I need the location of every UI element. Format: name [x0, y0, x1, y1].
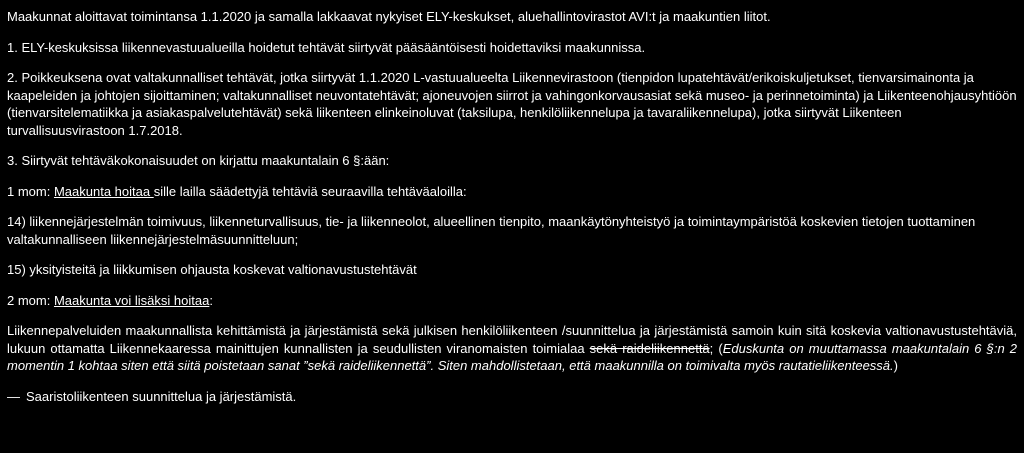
- list-item-3: 3. Siirtyvät tehtäväkokonaisuudet on kirjattu maakuntalain 6 §:ään:: [7, 153, 390, 168]
- mom2-colon: :: [209, 292, 213, 308]
- mom1-underlined: Maakunta hoitaa: [53, 183, 154, 199]
- mom1-rest: sille lailla säädettyjä tehtäviä seuraavilla tehtäväaloilla:: [153, 183, 467, 199]
- mom2-paragraph: [7, 292, 1017, 310]
- lisaksi-paragraph: [7, 322, 1017, 375]
- document: [7, 8, 1017, 405]
- mom1-paragraph: [7, 183, 1017, 201]
- list-item-2: 2. Poikkeuksena ovat valtakunnalliset tehtävät, jotka siirtyvät 1.1.2020 L-vastuualueelta Liikennevirastoon (tienpidon lupatehtävät/erikoiskuljetukset, tienvarsimainonta ja kaapeleiden ja johtojen sijoittaminen; valtakunnalliset neuvontatehtävät; ajoneuvojen siirrot ja vahingonkorvausasiat sekä museo- ja perinnetoiminta) ja Liikenteenohjausyhtiöön (tienvarsitelematiikka ja asiakaspalvelutehtävät) sekä liikenteen elinkeinoluvat (taksilupa, henkilöliikennelupa ja tavaraliikennelupa), jotka siirtyvät Liikenteen turvallisuusvirastoon 1.7.2018.: [7, 70, 1017, 138]
- intro-paragraph: Maakunnat aloittavat toimintansa 1.1.2020 ja samalla lakkaavat nykyiset ELY-keskukset, aluehallintovirastot AVI:t ja maakuntien liitot.: [7, 9, 771, 24]
- mom2-underlined: Maakunta voi lisäksi hoitaa: [53, 292, 210, 308]
- dash-item-text: Saaristoliikenteen suunnittelua ja järjestämistä.: [26, 388, 297, 404]
- dash-item: [7, 388, 1017, 406]
- lisaksi-struck: sekä raideliikennettä: [589, 340, 710, 356]
- dash-bullet: —: [7, 388, 20, 404]
- point-15: 15) yksityisteitä ja liikkumisen ohjausta koskevat valtionavustustehtävät: [7, 262, 417, 277]
- point-14: 14) liikennejärjestelmän toimivuus, liikenneturvallisuus, tie- ja liikenneolot, alueellinen tienpito, maankäytönyhteistyö ja toimintaympäristöä koskevien tietojen tuottaminen valtakunnalliseen liikennejärjestelmäsuunnitteluun;: [7, 214, 976, 247]
- list-item-1: 1. ELY-keskuksissa liikennevastuualueilla hoidetut tehtävät siirtyvät pääsääntöisesti hoidettaviksi maakunnissa.: [7, 39, 646, 55]
- lisaksi-after: ; (: [709, 340, 723, 356]
- mom1-prefix: 1 mom:: [7, 183, 54, 199]
- lisaksi-close: ): [893, 358, 898, 373]
- lisaksi-main: Liikennepalveluiden maakunnallista kehittämistä ja järjestämistä sekä julkisen henkilöliikenteen /suunnittelua ja järjestämistä samoin kuin sitä koskevia valtionavustustehtäviä, lukuun ottamatta Liikennekaaressa mainittujen kunnallisten ja seudullisten viranomaisten toimialaa: [7, 323, 1017, 356]
- mom2-prefix: 2 mom:: [7, 292, 54, 308]
- lisaksi-note: Eduskunta on muuttamassa maakuntalain 6 §:n 2 momentin 1 kohtaa siten että siitä poistetaan sanat ”sekä raideliikennettä”. Siten mahdollistetaan, että maakunnilla on toimivalta myös rautatieliikenteessä.: [7, 340, 1017, 373]
